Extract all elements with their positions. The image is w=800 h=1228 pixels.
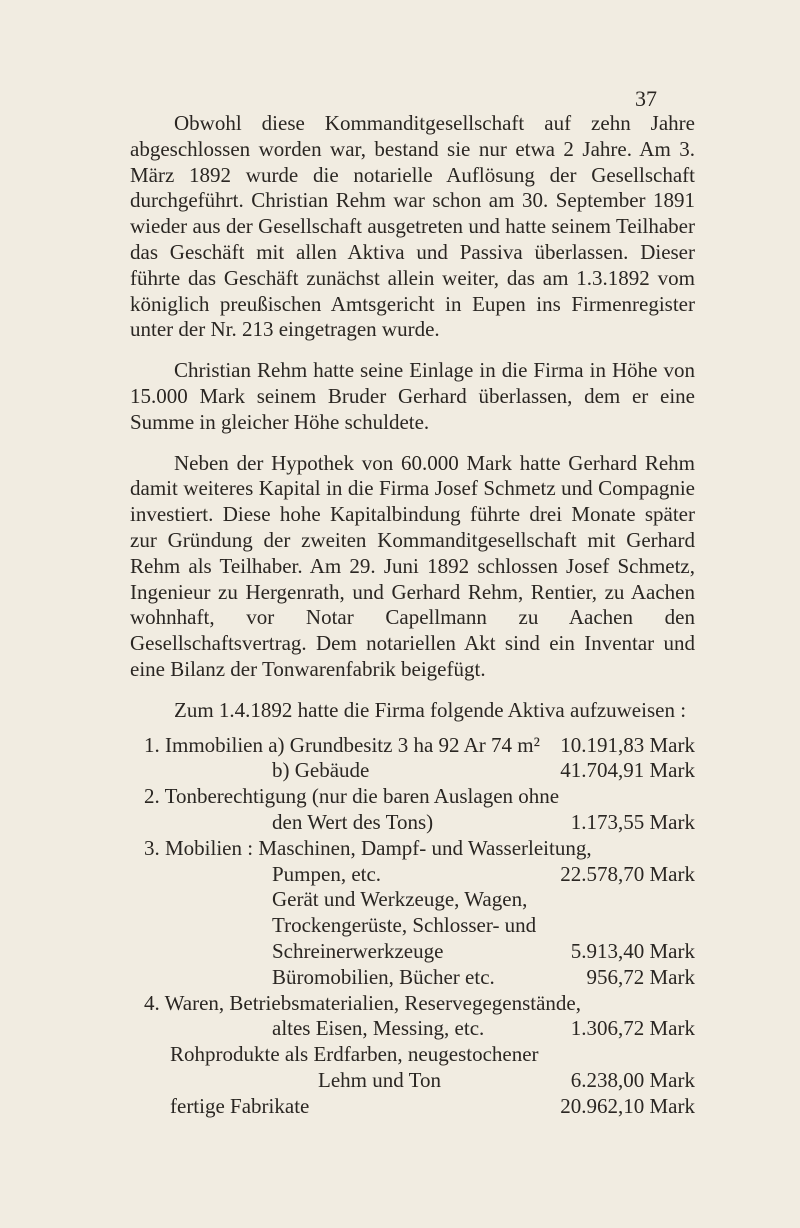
asset-row <box>130 862 695 888</box>
asset-amount: 1.173,55 Mark <box>570 809 695 834</box>
asset-row <box>130 810 695 836</box>
asset-label: Lehm und Ton <box>318 1067 441 1092</box>
asset-row <box>130 939 695 965</box>
asset-row <box>130 1068 695 1094</box>
asset-label: 4. Waren, Betriebsmaterialien, Reservegegenstände, <box>144 990 582 1015</box>
body-text <box>130 111 695 1119</box>
asset-row <box>130 965 695 991</box>
asset-row <box>130 1094 695 1120</box>
asset-row <box>130 733 695 759</box>
asset-row <box>130 1016 695 1042</box>
asset-amount: 6.238,00 Mark <box>570 1067 695 1092</box>
asset-label: altes Eisen, Messing, etc. <box>272 1016 485 1041</box>
page-number: 37 <box>635 86 657 111</box>
asset-row <box>130 836 695 862</box>
paragraph: Obwohl diese Kommanditgesellschaft auf zehn Jahre abgeschlossen worden war, bestand sie nur etwa 2 Jahre. Am 3. März 1892 wurde die notarielle Auflösung der Gesellschaft durchgeführt. Christian Rehm war schon am 30. September 1891 wieder aus der Gesellschaft ausgetreten und hatte seinem Teilhaber das Geschäft mit allen Aktiva und Passiva überlassen. Dieser führte das Geschäft zunächst allein weiter, das am 1.3.1892 vom königlich preußischen Amtsgericht in Eupen ins Firmenregister unter der Nr. 213 eingetragen wurde. <box>130 111 695 342</box>
asset-label: 1. Immobilien a) Grundbesitz 3 ha 92 Ar 74 m² <box>144 732 540 757</box>
paragraph: Neben der Hypothek von 60.000 Mark hatte Gerhard Rehm damit weiteres Kapital in die Firma Josef Schmetz und Compagnie investiert. Diese hohe Kapitalbindung führte drei Monate später zur Gründung der zweiten Kommanditgesellschaft mit Gerhard Rehm als Teilhaber. Am 29. Juni 1892 schlossen Josef Schmetz, Ingenieur zu Hergenrath, und Gerhard Rehm, Rentier, zu Aachen wohnhaft, vor Notar Capellmann zu Aachen den Gesellschaftsvertrag. Dem notariellen Akt sind ein Inventar und eine Bilanz der Tonwarenfabrik beigefügt. <box>130 450 695 681</box>
asset-amount: 41.704,91 Mark <box>560 758 695 783</box>
asset-row <box>130 991 695 1017</box>
asset-label: Rohprodukte als Erdfarben, neugestochener <box>170 1042 539 1067</box>
asset-amount: 956,72 Mark <box>586 964 695 989</box>
asset-label: b) Gebäude <box>272 758 370 783</box>
asset-label: den Wert des Tons) <box>272 809 434 834</box>
asset-label: Büromobilien, Bücher etc. <box>272 964 495 989</box>
asset-amount: 22.578,70 Mark <box>560 861 695 886</box>
asset-row <box>130 758 695 784</box>
asset-label: 3. Mobilien : Maschinen, Dampf- und Wasserleitung, <box>144 835 592 860</box>
asset-row <box>130 1042 695 1068</box>
assets-intro: Zum 1.4.1892 hatte die Firma folgende Aktiva aufzuweisen : <box>174 697 687 722</box>
paragraph: Christian Rehm hatte seine Einlage in die Firma in Höhe von 15.000 Mark seinem Bruder Gerhard überlassen, dem er eine Summe in gleicher Höhe schuldete. <box>130 358 695 434</box>
asset-label: 2. Tonberechtigung (nur die baren Auslagen ohne <box>144 784 560 809</box>
asset-row <box>130 887 695 913</box>
asset-row <box>130 784 695 810</box>
asset-row <box>130 913 695 939</box>
assets-list <box>130 733 695 1120</box>
asset-amount: 20.962,10 Mark <box>560 1093 695 1118</box>
asset-label: Pumpen, etc. <box>272 861 382 886</box>
asset-label: Gerät und Werkzeuge, Wagen, <box>272 887 528 912</box>
asset-label: fertige Fabrikate <box>170 1093 310 1118</box>
asset-amount: 5.913,40 Mark <box>570 938 695 963</box>
asset-amount: 10.191,83 Mark <box>560 732 695 757</box>
asset-amount: 1.306,72 Mark <box>570 1016 695 1041</box>
asset-label: Trockengerüste, Schlosser- und <box>272 913 537 938</box>
asset-label: Schreinerwerkzeuge <box>272 938 444 963</box>
